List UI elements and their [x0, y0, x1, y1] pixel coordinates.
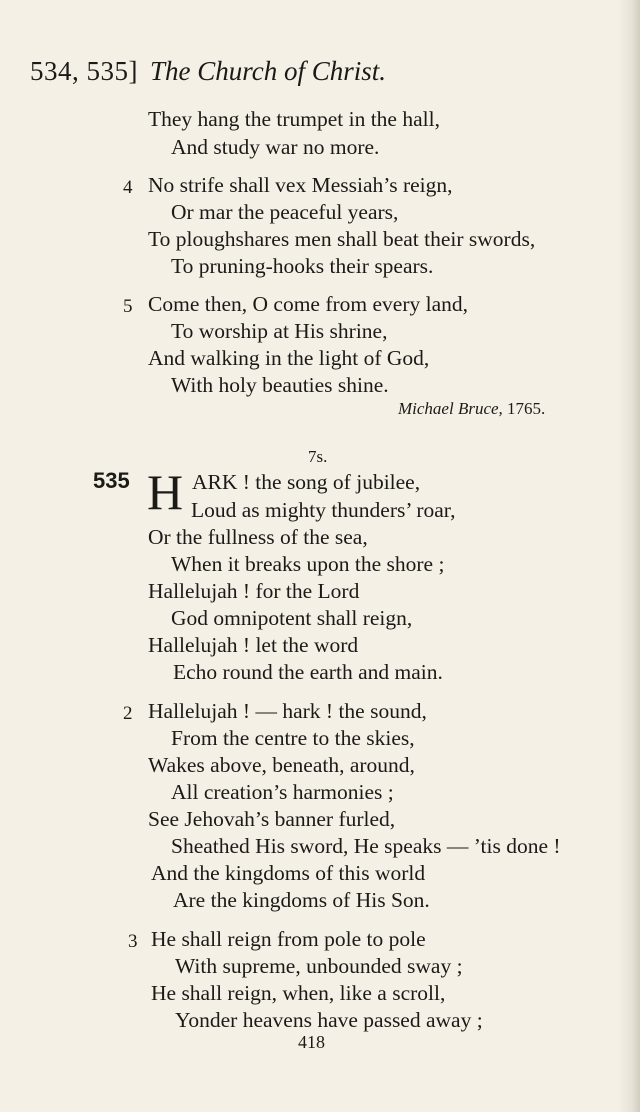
verse-line: With supreme, unbounded sway ;	[175, 954, 463, 978]
verse-number: 4	[123, 177, 133, 198]
header-hymn-numbers: 534, 535]	[30, 56, 138, 86]
verse-line: Sheathed His sword, He speaks — ’tis done !	[171, 834, 561, 858]
verse-line: Echo round the earth and main.	[173, 660, 443, 684]
author-name: Michael Bruce,	[398, 399, 503, 418]
verse-line: Wakes above, beneath, around,	[148, 753, 415, 777]
verse-number: 5	[123, 296, 133, 317]
verse-line: Are the kingdoms of His Son.	[173, 888, 430, 912]
verse-line: They hang the trumpet in the hall,	[148, 107, 440, 131]
verse-line: See Jehovah’s banner furled,	[148, 807, 396, 831]
verse-line: To worship at His shrine,	[171, 319, 388, 343]
verse-line: Or mar the peaceful years,	[171, 200, 399, 224]
verse-line: To ploughshares men shall beat their swords,	[148, 227, 536, 251]
verse-line: Hallelujah ! for the Lord	[148, 579, 360, 603]
verse-line: Hallelujah ! — hark ! the sound,	[148, 699, 427, 723]
verse-line: Or the fullness of the sea,	[148, 525, 368, 549]
verse-line: Loud as mighty thunders’ roar,	[191, 498, 456, 522]
hymn-meter: 7s.	[308, 447, 328, 466]
verse-line: ARK ! the song of jubilee,	[192, 470, 421, 494]
verse-number: 2	[123, 703, 133, 724]
verse-line: God omnipotent shall reign,	[171, 606, 413, 630]
hymn-number: 535	[93, 468, 130, 493]
verse-line: When it breaks upon the shore ;	[171, 552, 445, 576]
verse-line: He shall reign from pole to pole	[151, 927, 426, 951]
page-number: 418	[298, 1032, 325, 1052]
verse-line: All creation’s harmonies ;	[171, 780, 394, 804]
running-header	[30, 56, 386, 87]
verse-line: Come then, O come from every land,	[148, 292, 469, 316]
verse-line: With holy beauties shine.	[171, 373, 389, 397]
verse-line: And walking in the light of God,	[148, 346, 430, 370]
author-year: 1765.	[507, 399, 546, 418]
verse-line: No strife shall vex Messiah’s reign,	[148, 173, 453, 197]
verse-line: He shall reign, when, like a scroll,	[151, 981, 446, 1005]
verse-line: And study war no more.	[171, 135, 380, 159]
verse-line: Yonder heavens have passed away ;	[175, 1008, 483, 1032]
page-edge-shadow	[618, 0, 640, 1112]
verse-number: 3	[128, 931, 138, 952]
drop-cap: H	[147, 464, 184, 520]
verse-line: From the centre to the skies,	[171, 726, 415, 750]
verse-line: And the kingdoms of this world	[151, 861, 426, 885]
verse-line: To pruning-hooks their spears.	[171, 254, 434, 278]
verse-line: Hallelujah ! let the word	[148, 633, 359, 657]
hymn-attribution	[398, 400, 545, 417]
header-title: The Church of Christ.	[150, 56, 387, 86]
